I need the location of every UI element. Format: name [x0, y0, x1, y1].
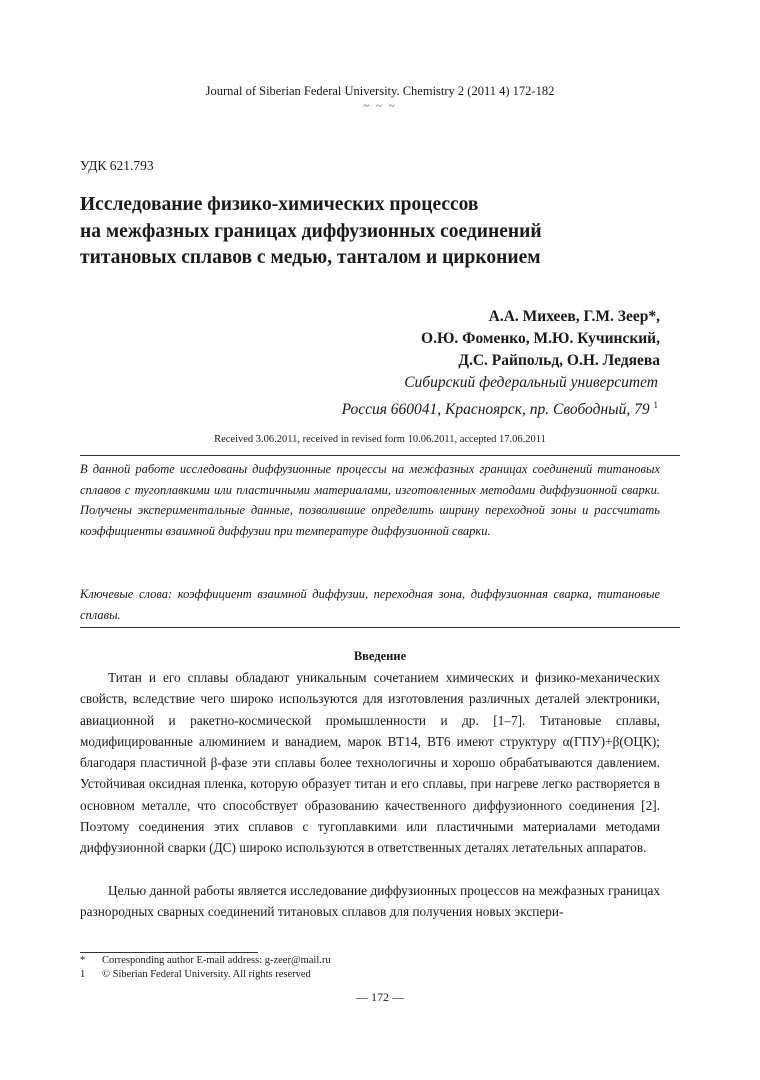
received-dates: Received 3.06.2011, received in revised form 10.06.2011, accepted 17.06.2011 [214, 434, 546, 445]
footnote-rule [80, 952, 258, 953]
page-number: — 172 — [356, 990, 404, 1004]
keywords: Ключевые слова: коэффициент взаимной диффузии, переходная зона, диффузионная сварка, титановые сплавы. [80, 587, 660, 622]
article-title [80, 192, 680, 272]
title-line: на межфазных границах диффузионных соединений [80, 220, 542, 242]
title-line: титановых сплавов с медью, танталом и цирконием [80, 247, 541, 268]
abstract-bottom-rule [80, 627, 680, 628]
footnote-text: Corresponding author E-mail address: g-zeer@mail.ru [102, 955, 331, 966]
footnote [80, 954, 331, 968]
authors [421, 306, 660, 372]
udc-code: УДК 621.793 [80, 158, 154, 173]
affiliation-address: Россия 660041, Красноярск, пр. Свободный, 79 [341, 401, 650, 419]
affiliation-line: Сибирский федеральный университет [404, 374, 658, 391]
footnote-text: © Siberian Federal University. All rights reserved [102, 969, 311, 980]
body-paragraph: Титан и его сплавы обладают уникальным сочетанием химических и физико-механических свойств, вследствие чего широко используются для изготовления различных деталей электроники, авиационной и ракетно-космической промышленности и др. [1–7]. Титановые сплавы, модифицированные алюминием и ванадием, марок ВТ14, ВТ6 имеют структуру α(ГПУ)+β(ОЦК); благодаря пластичной β-фазе эти сплавы более технологичны и хорошо обрабатываются давлением. Устойчивая оксидная пленка, которую образует титан и его сплавы, при нагреве легко растворяется в основном металле, что способствует образованию качественного диффузионного соединения [2]. Поэтому соединения этих сплавов с тугоплавкими или пластичными материалами методами диффузионной сварки (ДС) широко используются в ответственных деталях летательных аппаратов. [80, 670, 660, 856]
footnote-mark: * [80, 955, 86, 966]
body-paragraph: Целью данной работы является исследование диффузионных процессов на межфазных границах разнородных сварных соединений титановых сплавов для получения новых экспери- [80, 883, 660, 920]
journal-header: Journal of Siberian Federal University. Chemistry 2 (2011 4) 172-182 [205, 84, 555, 98]
header-separator: ~ ~ ~ [363, 100, 397, 112]
section-heading: Введение [353, 649, 407, 663]
authors-line: Д.С. Райпольд, О.Н. Ледяева [458, 352, 660, 369]
abstract: В данной работе исследованы диффузионные процессы на межфазных границах соединений титановых сплавов с тугоплавкими или пластичными материалами, изготовленных методами диффузионной сварки. Получены экспериментальные данные, позволившие определить ширину переходной зоны и рассчитать коэффициенты взаимной диффузии при температуре диффузионной сварки. [80, 462, 660, 539]
abstract-top-rule [80, 455, 680, 456]
authors-line: А.А. Михеев, Г.М. Зеер*, [488, 308, 660, 325]
affiliation [342, 372, 658, 421]
title-line: Исследование физико-химических процессов [80, 194, 479, 215]
footnote-mark: 1 [80, 969, 86, 980]
affiliation-footnote-mark: 1 [653, 400, 658, 410]
authors-line: О.Ю. Фоменко, М.Ю. Кучинский, [421, 330, 660, 347]
affiliation-line [342, 394, 658, 421]
footnote [80, 968, 311, 982]
